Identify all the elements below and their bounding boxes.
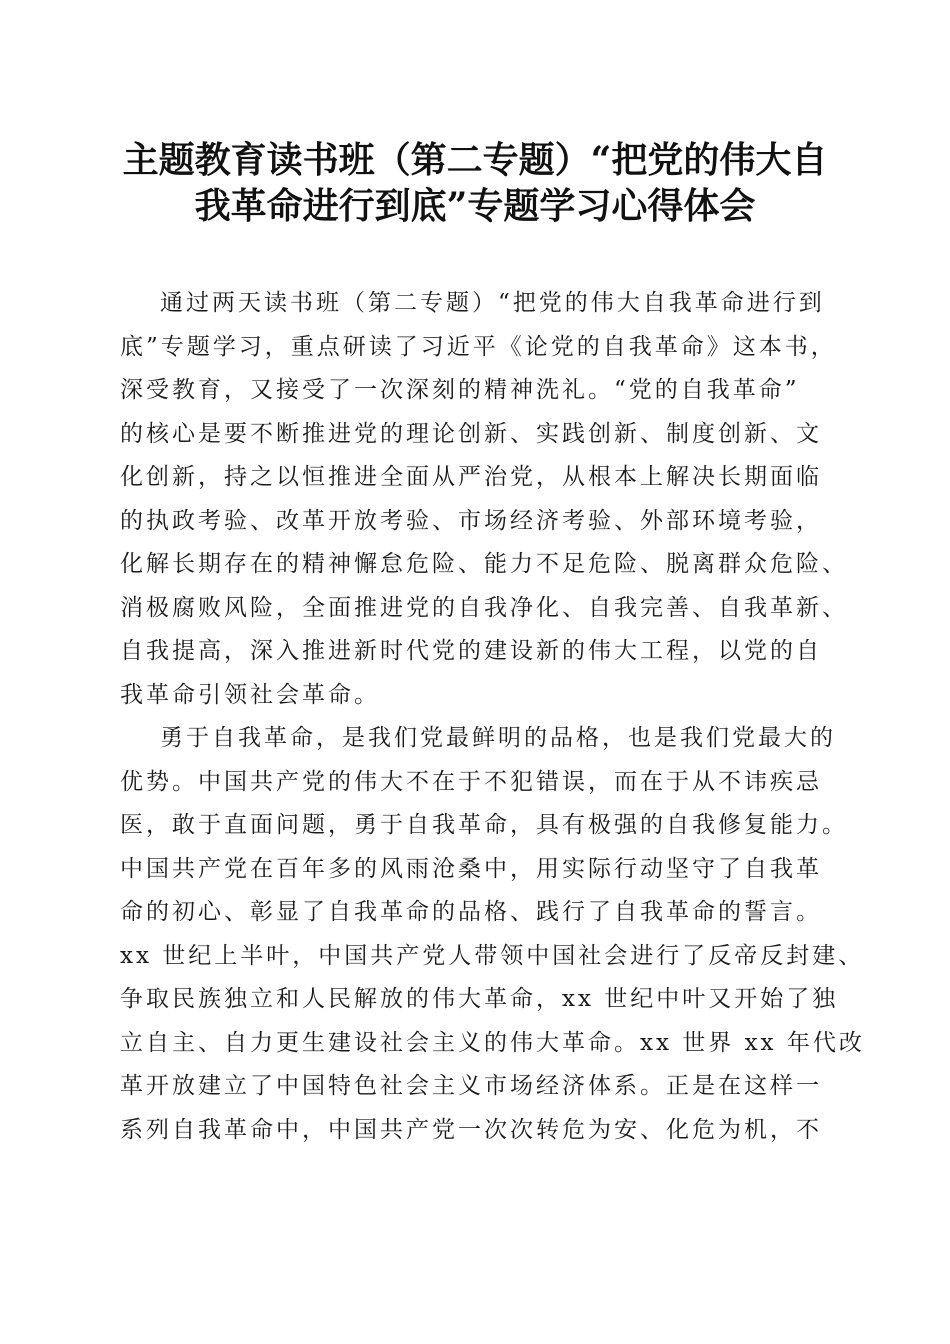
- text-line: 系列自我革命中，中国共产党一次次转危为安、化危为机，不: [120, 1116, 822, 1143]
- document-body: [120, 282, 865, 1152]
- page-title: [100, 137, 850, 229]
- text-line: 底”专题学习，重点研读了习近平《论党的自我革命》这本书，: [120, 333, 837, 360]
- title-line: 我革命进行到底”专题学习心得体会: [194, 185, 756, 227]
- text-line: 的执政考验、改革开放考验、市场经济考验、外部环境考验，: [120, 507, 822, 534]
- text-line: 医，敢于直面问题，勇于自我革命，具有极强的自我修复能力。: [120, 812, 848, 838]
- text-line: 立自主、自力更生建设社会主义的伟大革命。xx 世界 xx 年代改: [120, 1029, 865, 1056]
- text-line: 中国共产党在百年多的风雨沧桑中，用实际行动坚守了自我革: [120, 855, 822, 882]
- title-line: 主题教育读书班（第二专题）“把党的伟大自: [122, 139, 828, 181]
- paragraph-1: [120, 282, 848, 717]
- text-line: 勇于自我革命，是我们党最鲜明的品格，也是我们党最大的: [160, 725, 836, 751]
- text-line: 革开放建立了中国特色社会主义市场经济体系。正是在这样一: [120, 1073, 822, 1099]
- text-line: 命的初心、彰显了自我革命的品格、践行了自我革命的誓言。: [120, 899, 822, 925]
- text-line: xx 世纪上半叶，中国共产党人带领中国社会进行了反帝反封建、: [120, 942, 865, 969]
- text-line: 消极腐败风险，全面推进党的自我净化、自我完善、自我革新、: [120, 594, 848, 621]
- text-line: 通过两天读书班（第二专题）“把党的伟大自我革命进行到: [160, 290, 825, 316]
- text-line: 我革命引领社会革命。: [120, 681, 380, 708]
- text-line: 化创新，持之以恒推进全面从严治党，从根本上解决长期面临: [120, 464, 822, 490]
- text-line: 争取民族独立和人民解放的伟大革命，xx 世纪中叶又开始了独: [120, 986, 839, 1012]
- text-line: 深受教育，又接受了一次深刻的精神洗礼。“党的自我革命”: [120, 377, 800, 403]
- text-line: 化解长期存在的精神懈怠危险、能力不足危险、脱离群众危险、: [120, 551, 848, 577]
- paragraph-2: [120, 717, 865, 1152]
- text-line: 的核心是要不断推进党的理论创新、实践创新、制度创新、文: [120, 420, 822, 447]
- text-line: 自我提高，深入推进新时代党的建设新的伟大工程，以党的自: [120, 638, 822, 664]
- text-line: 优势。中国共产党的伟大不在于不犯错误，而在于从不讳疾忌: [120, 768, 822, 795]
